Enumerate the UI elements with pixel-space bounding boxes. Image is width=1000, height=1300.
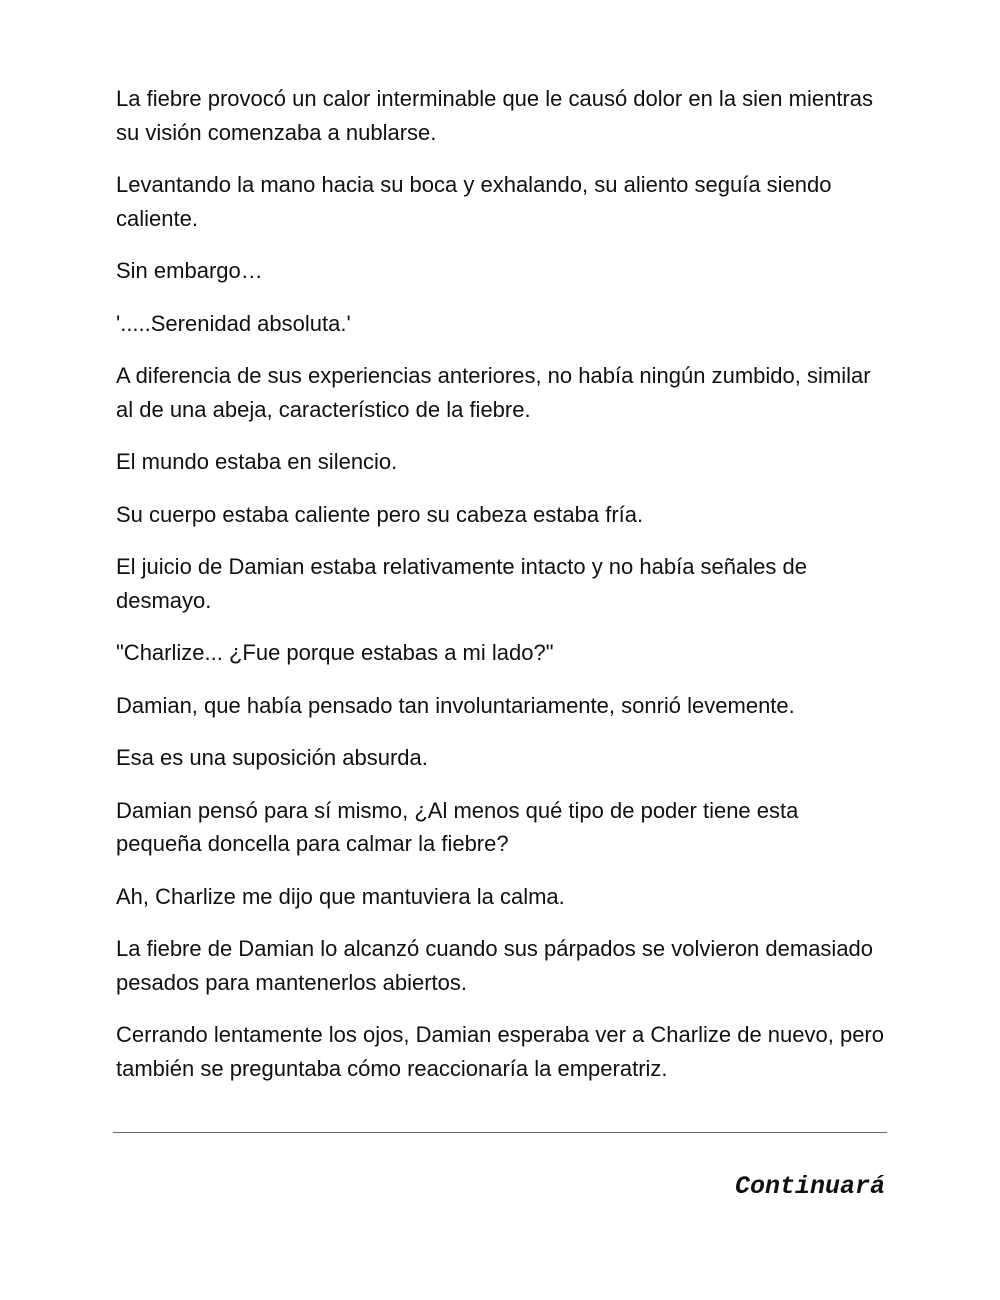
paragraph: La fiebre de Damian lo alcanzó cuando sus párpados se volvieron demasiado pesados para mantenerlos abiertos. [116,936,874,995]
paragraph: "Charlize... ¿Fue porque estabas a mi lado?" [116,640,554,665]
paragraph: Cerrando lentamente los ojos, Damian esperaba ver a Charlize de nuevo, pero también se preguntaba cómo reaccionaría la emperatriz. [116,1022,884,1081]
section-divider [113,1132,887,1133]
paragraph: El mundo estaba en silencio. [116,449,398,474]
paragraph: Damian pensó para sí mismo, ¿Al menos qué tipo de poder tiene esta pequeña doncella para calmar la fiebre? [116,797,799,856]
document-body [116,82,888,1104]
paragraph: El juicio de Damian estaba relativamente intacto y no había señales de desmayo. [116,554,807,613]
paragraph: A diferencia de sus experiencias anteriores, no había ningún zumbido, similar al de una abeja, característico de la fiebre. [116,363,871,422]
paragraph: Ah, Charlize me dijo que mantuviera la calma. [116,883,565,909]
paragraph: Damian, que había pensado tan involuntariamente, sonrió levemente. [116,692,795,718]
paragraph: '.....Serenidad absoluta.' [116,310,351,336]
continued-label: Continuará [734,1172,885,1201]
paragraph: La fiebre provocó un calor interminable que le causó dolor en la sien mientras su visión comenzaba a nublarse. [116,86,873,145]
paragraph: Sin embargo… [116,258,263,283]
paragraph: Levantando la mano hacia su boca y exhalando, su aliento seguía siendo caliente. [116,172,832,231]
paragraph: Esa es una suposición absurda. [116,745,428,770]
paragraph: Su cuerpo estaba caliente pero su cabeza estaba fría. [116,501,644,527]
